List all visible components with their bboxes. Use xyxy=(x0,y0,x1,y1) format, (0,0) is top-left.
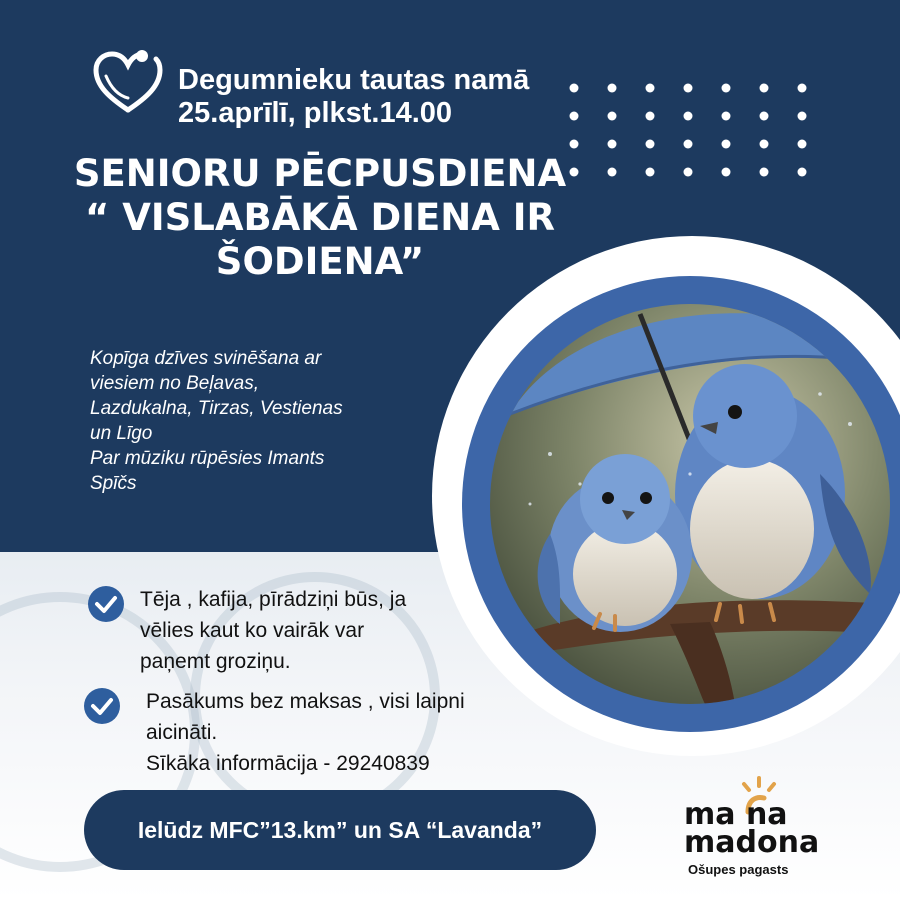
info-line: aicināti. xyxy=(146,721,218,744)
description-line: Spīčs xyxy=(90,473,137,494)
venue-line: Degumnieku tautas namā xyxy=(178,64,530,96)
check-circle-icon xyxy=(84,688,120,724)
title-line: ŠODIENA” xyxy=(215,240,425,283)
description-line: Kopīga dzīves svinēšana ar xyxy=(90,348,322,369)
info-line: vēlies kaut ko vairāk var xyxy=(140,619,365,642)
check-circle-icon xyxy=(88,586,124,622)
date-time-line: 25.aprīlī, plkst.14.00 xyxy=(178,97,453,129)
heart-hands-icon xyxy=(92,46,164,118)
invite-banner: Ielūdz MFC”13.km” un SA “Lavanda” xyxy=(84,790,596,870)
title-line: “ VISLABĀKĀ DIENA IR xyxy=(85,196,555,239)
info-item-refreshments xyxy=(140,584,406,677)
brand-line-1: ma na xyxy=(684,797,788,832)
event-title xyxy=(60,152,580,284)
description-line: viesiem no Beļavas, xyxy=(90,373,259,394)
info-item-free-entry xyxy=(146,686,465,779)
description-line: un Līgo xyxy=(90,423,153,444)
birds-umbrella-image xyxy=(490,304,890,704)
info-line: Pasākums bez maksas , visi laipni xyxy=(146,690,465,713)
info-line: paņemt groziņu. xyxy=(140,650,291,673)
mana-madona-logo xyxy=(684,776,844,886)
brand-subtitle: Ošupes pagasts xyxy=(688,862,789,877)
description-line: Par mūziku rūpēsies Imants xyxy=(90,448,325,469)
title-line: SENIORU PĒCPUSDIENA xyxy=(73,152,567,195)
brand-line-2: madona xyxy=(684,825,820,860)
dot-grid-decoration xyxy=(568,82,808,182)
event-description xyxy=(90,346,410,496)
info-line: Tēja , kafija, pīrādziņi būs, ja xyxy=(140,588,407,611)
info-line: Sīkāka informācija - 29240839 xyxy=(146,752,430,775)
venue-text xyxy=(178,64,529,130)
description-line: Lazdukalna, Tirzas, Vestienas xyxy=(90,398,343,419)
